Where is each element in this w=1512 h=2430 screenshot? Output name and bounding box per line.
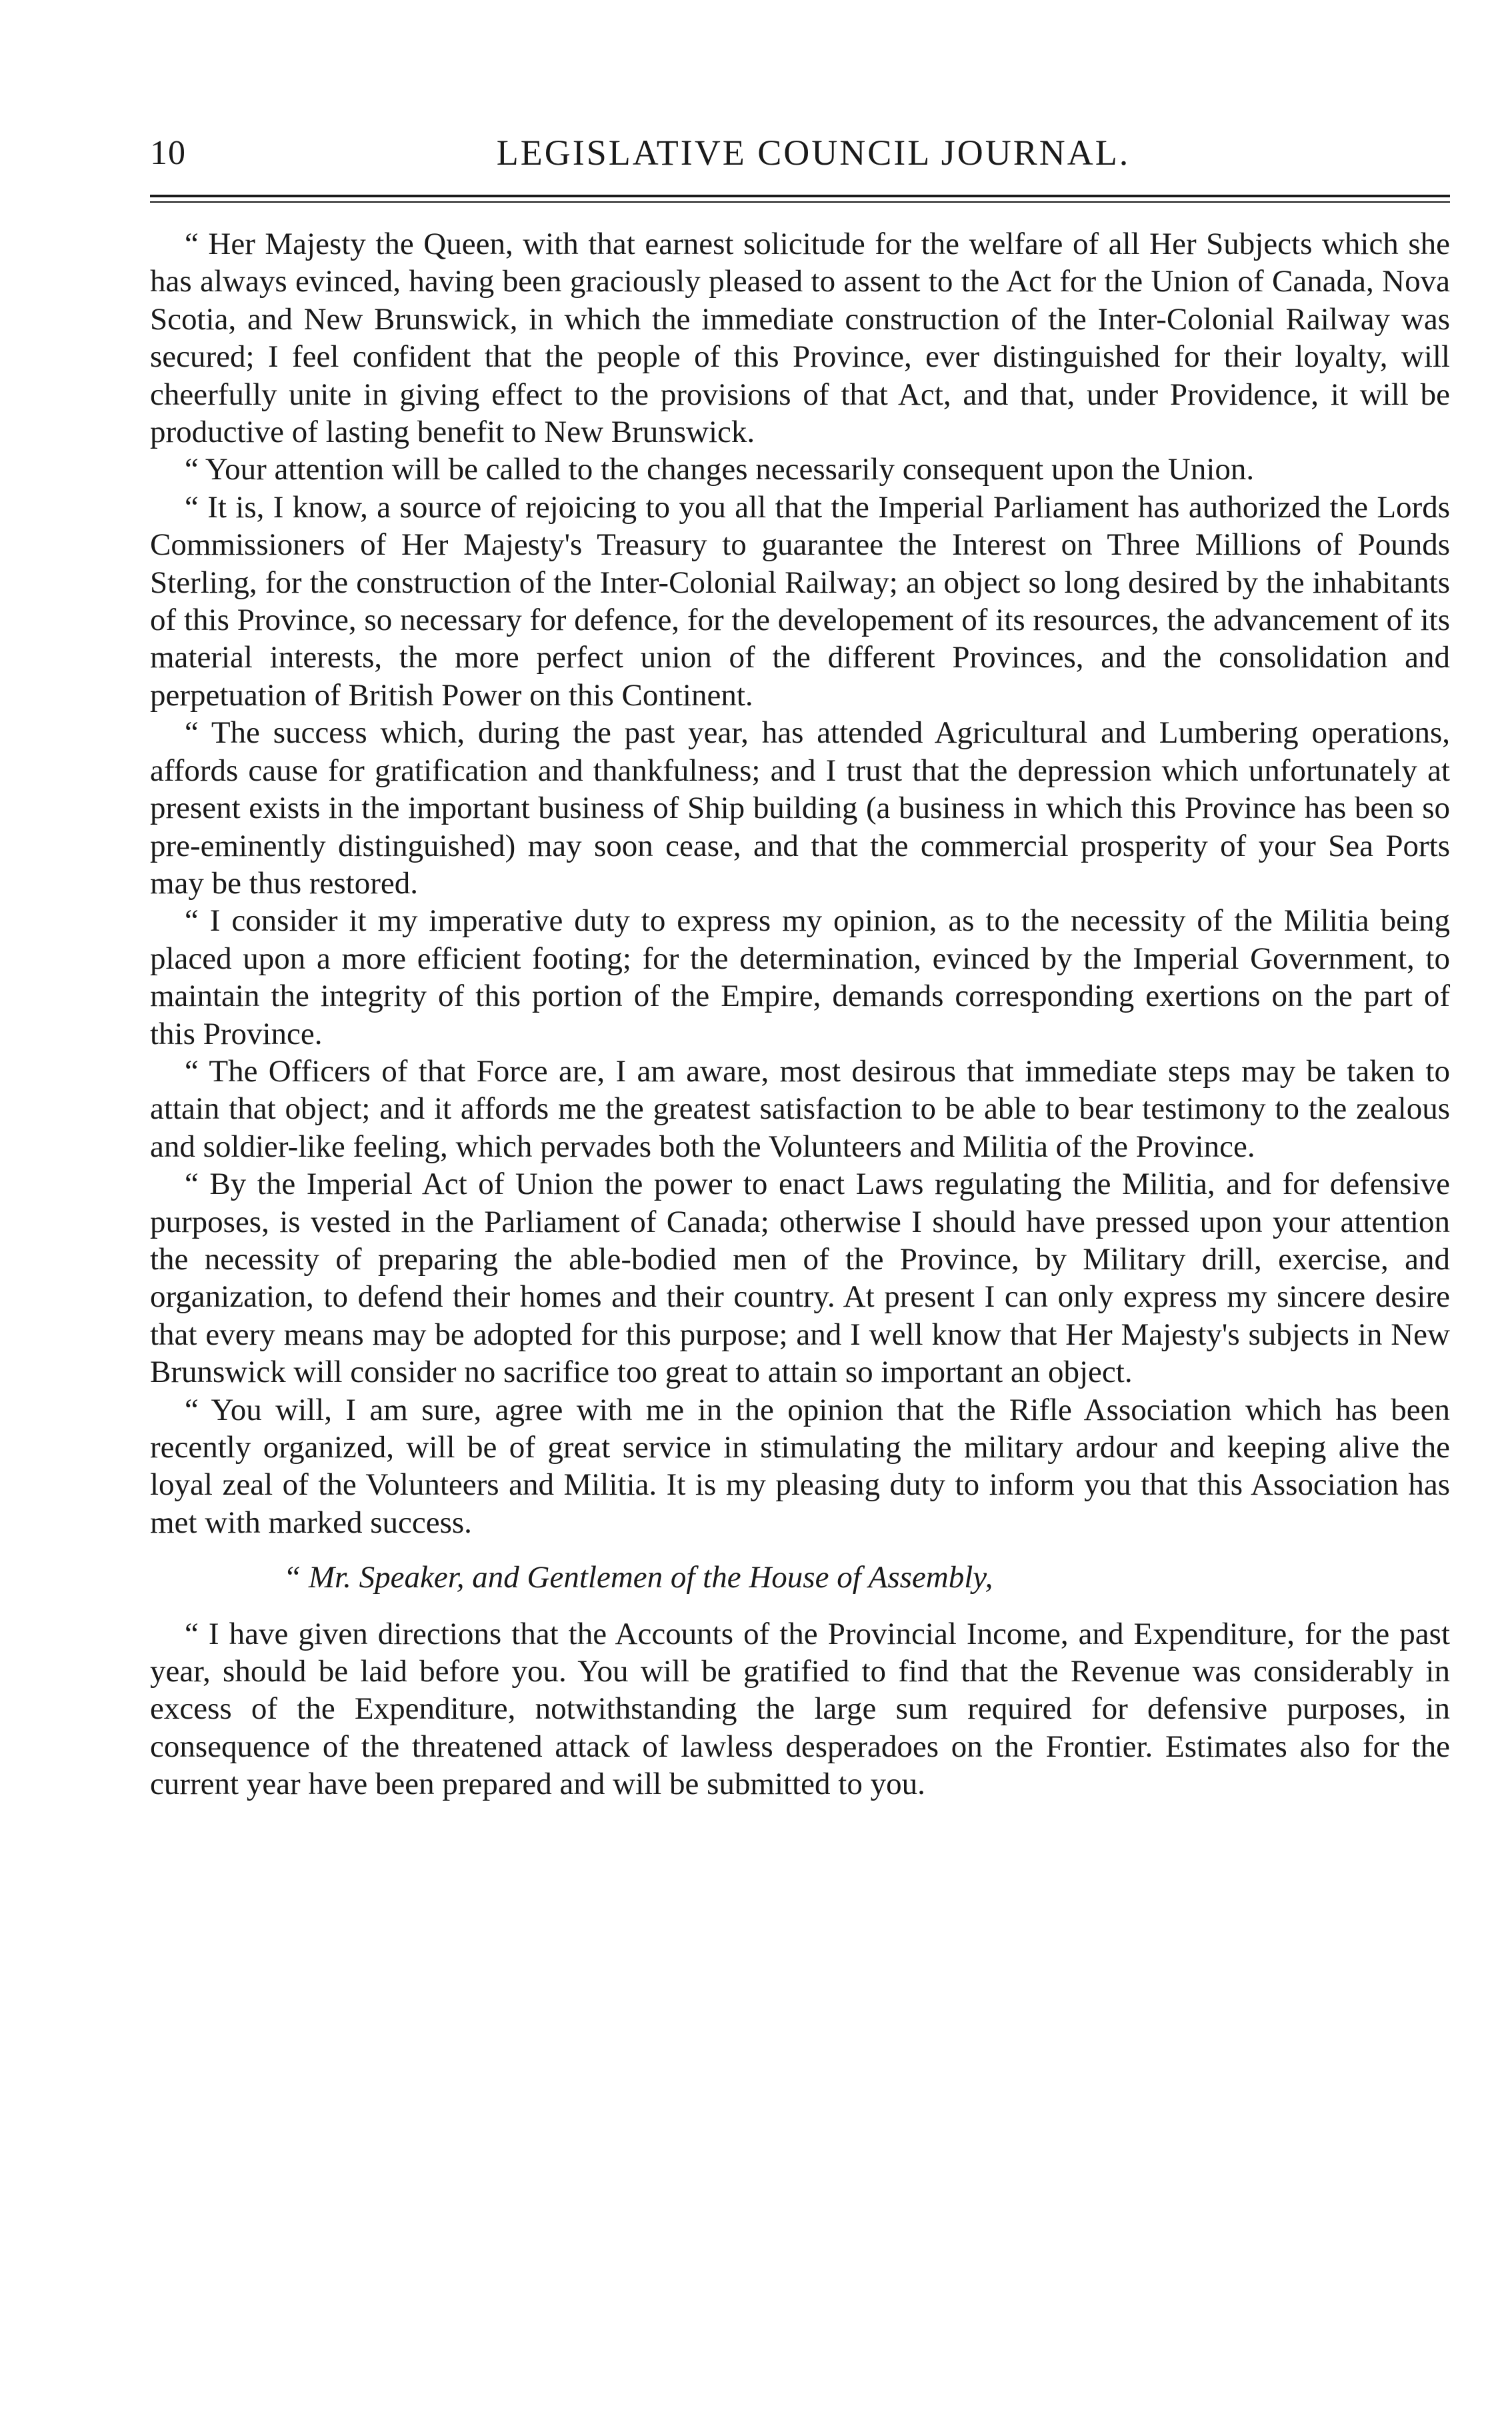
paragraph-act-of-union: “ By the Imperial Act of Union the power to enact Laws regulating the Militia, and for defensive purposes, is vested in the Parliament of Canada; otherwise I should have pressed upon your attention the necessity of preparing the able-bodied men of the Province, by Military drill, exercise, and organization, to defend their homes and their country. At present I can only express my sincere desire that every means may be adopted for this purpose; and I well know that Her Majesty's subjects in New Brunswick will consider no sacrifice too great to attain so important an object. <box>150 1167 1450 1390</box>
journal-page <box>150 127 1450 1803</box>
paragraph-railway-guarantee: “ It is, I know, a source of rejoicing to you all that the Imperial Parliament has authorized the Lords Commissioners of Her Majesty's Treasury to guarantee the Interest on Three Millions of Pounds Sterling, for the construction of the Inter-Colonial Railway; an object so long desired by the inhabitants of this Province, so necessary for defence, for the developement of its resources, the advancement of its material interests, the more perfect union of the different Provinces, and the consolidation and perpetuation of British Power on this Continent. <box>150 489 1450 713</box>
paragraph-agriculture-lumbering: “ The success which, during the past year, has attended Agricultural and Lumbering operations, affords cause for gratification and thankfulness; and I trust that the depression which unfortunately at present exists in the important business of Ship building (a business in which this Province has been so pre-eminently distinguished) may soon cease, and that the commercial prosperity of your Sea Ports may be thus restored. <box>150 715 1450 901</box>
page-header <box>150 127 1450 187</box>
header-rule-secondary <box>150 201 1450 203</box>
paragraph-union-act: “ Her Majesty the Queen, with that earnest solicitude for the welfare of all Her Subjects which she has always evinced, having been graciously pleased to assent to the Act for the Union of Canada, Nova Scotia, and New Brunswick, in which the immediate construction of the Inter-Colonial Railway was secured; I feel confident that the people of this Province, ever distinguished for their loyalty, will cheerfully unite in giving effect to the provisions of that Act, and that, under Providence, it will be productive of lasting benefit to New Brunswick. <box>150 227 1450 450</box>
running-title: LEGISLATIVE COUNCIL JOURNAL. <box>496 133 1131 173</box>
page-number: 10 <box>150 134 186 172</box>
address-to-assembly: “ Mr. Speaker, and Gentlemen of the House of Assembly, <box>283 1560 993 1595</box>
paragraph-rifle-association: “ You will, I am sure, agree with me in the opinion that the Rifle Association which has been recently organized, will be of great service in stimulating the military ardour and keeping alive the loyal zeal of the Volunteers and Militia. It is my pleasing duty to inform you that this Association has met with marked success. <box>150 1392 1450 1540</box>
speech-text <box>150 225 1450 1803</box>
paragraph-militia-duty: “ I consider it my imperative duty to express my opinion, as to the necessity of the Militia being placed upon a more efficient footing; for the determination, evinced by the Imperial Government, to maintain the integrity of this portion of the Empire, demands corresponding exertions on the part of this Province. <box>150 903 1450 1051</box>
paragraph-union-changes: “ Your attention will be called to the changes necessarily consequent upon the Union. <box>185 452 1255 487</box>
paragraph-militia-officers: “ The Officers of that Force are, I am aware, most desirous that immediate steps may be taken to attain that object; and it affords me the greatest satisfaction to be able to bear testimony to the zealous and soldier-like feeling, which pervades both the Volunteers and Militia of the Province. <box>150 1053 1450 1164</box>
paragraph-accounts: “ I have given directions that the Accounts of the Provincial Income, and Expenditure, for the past year, should be laid before you. You will be gratified to find that the Revenue was considerably in excess of the Expenditure, notwithstanding the large sum required for defensive purposes, in consequence of the threatened attack of lawless desperadoes on the Frontier. Estimates also for the current year have been prepared and will be submitted to you. <box>150 1616 1450 1802</box>
header-rule <box>150 195 1450 197</box>
